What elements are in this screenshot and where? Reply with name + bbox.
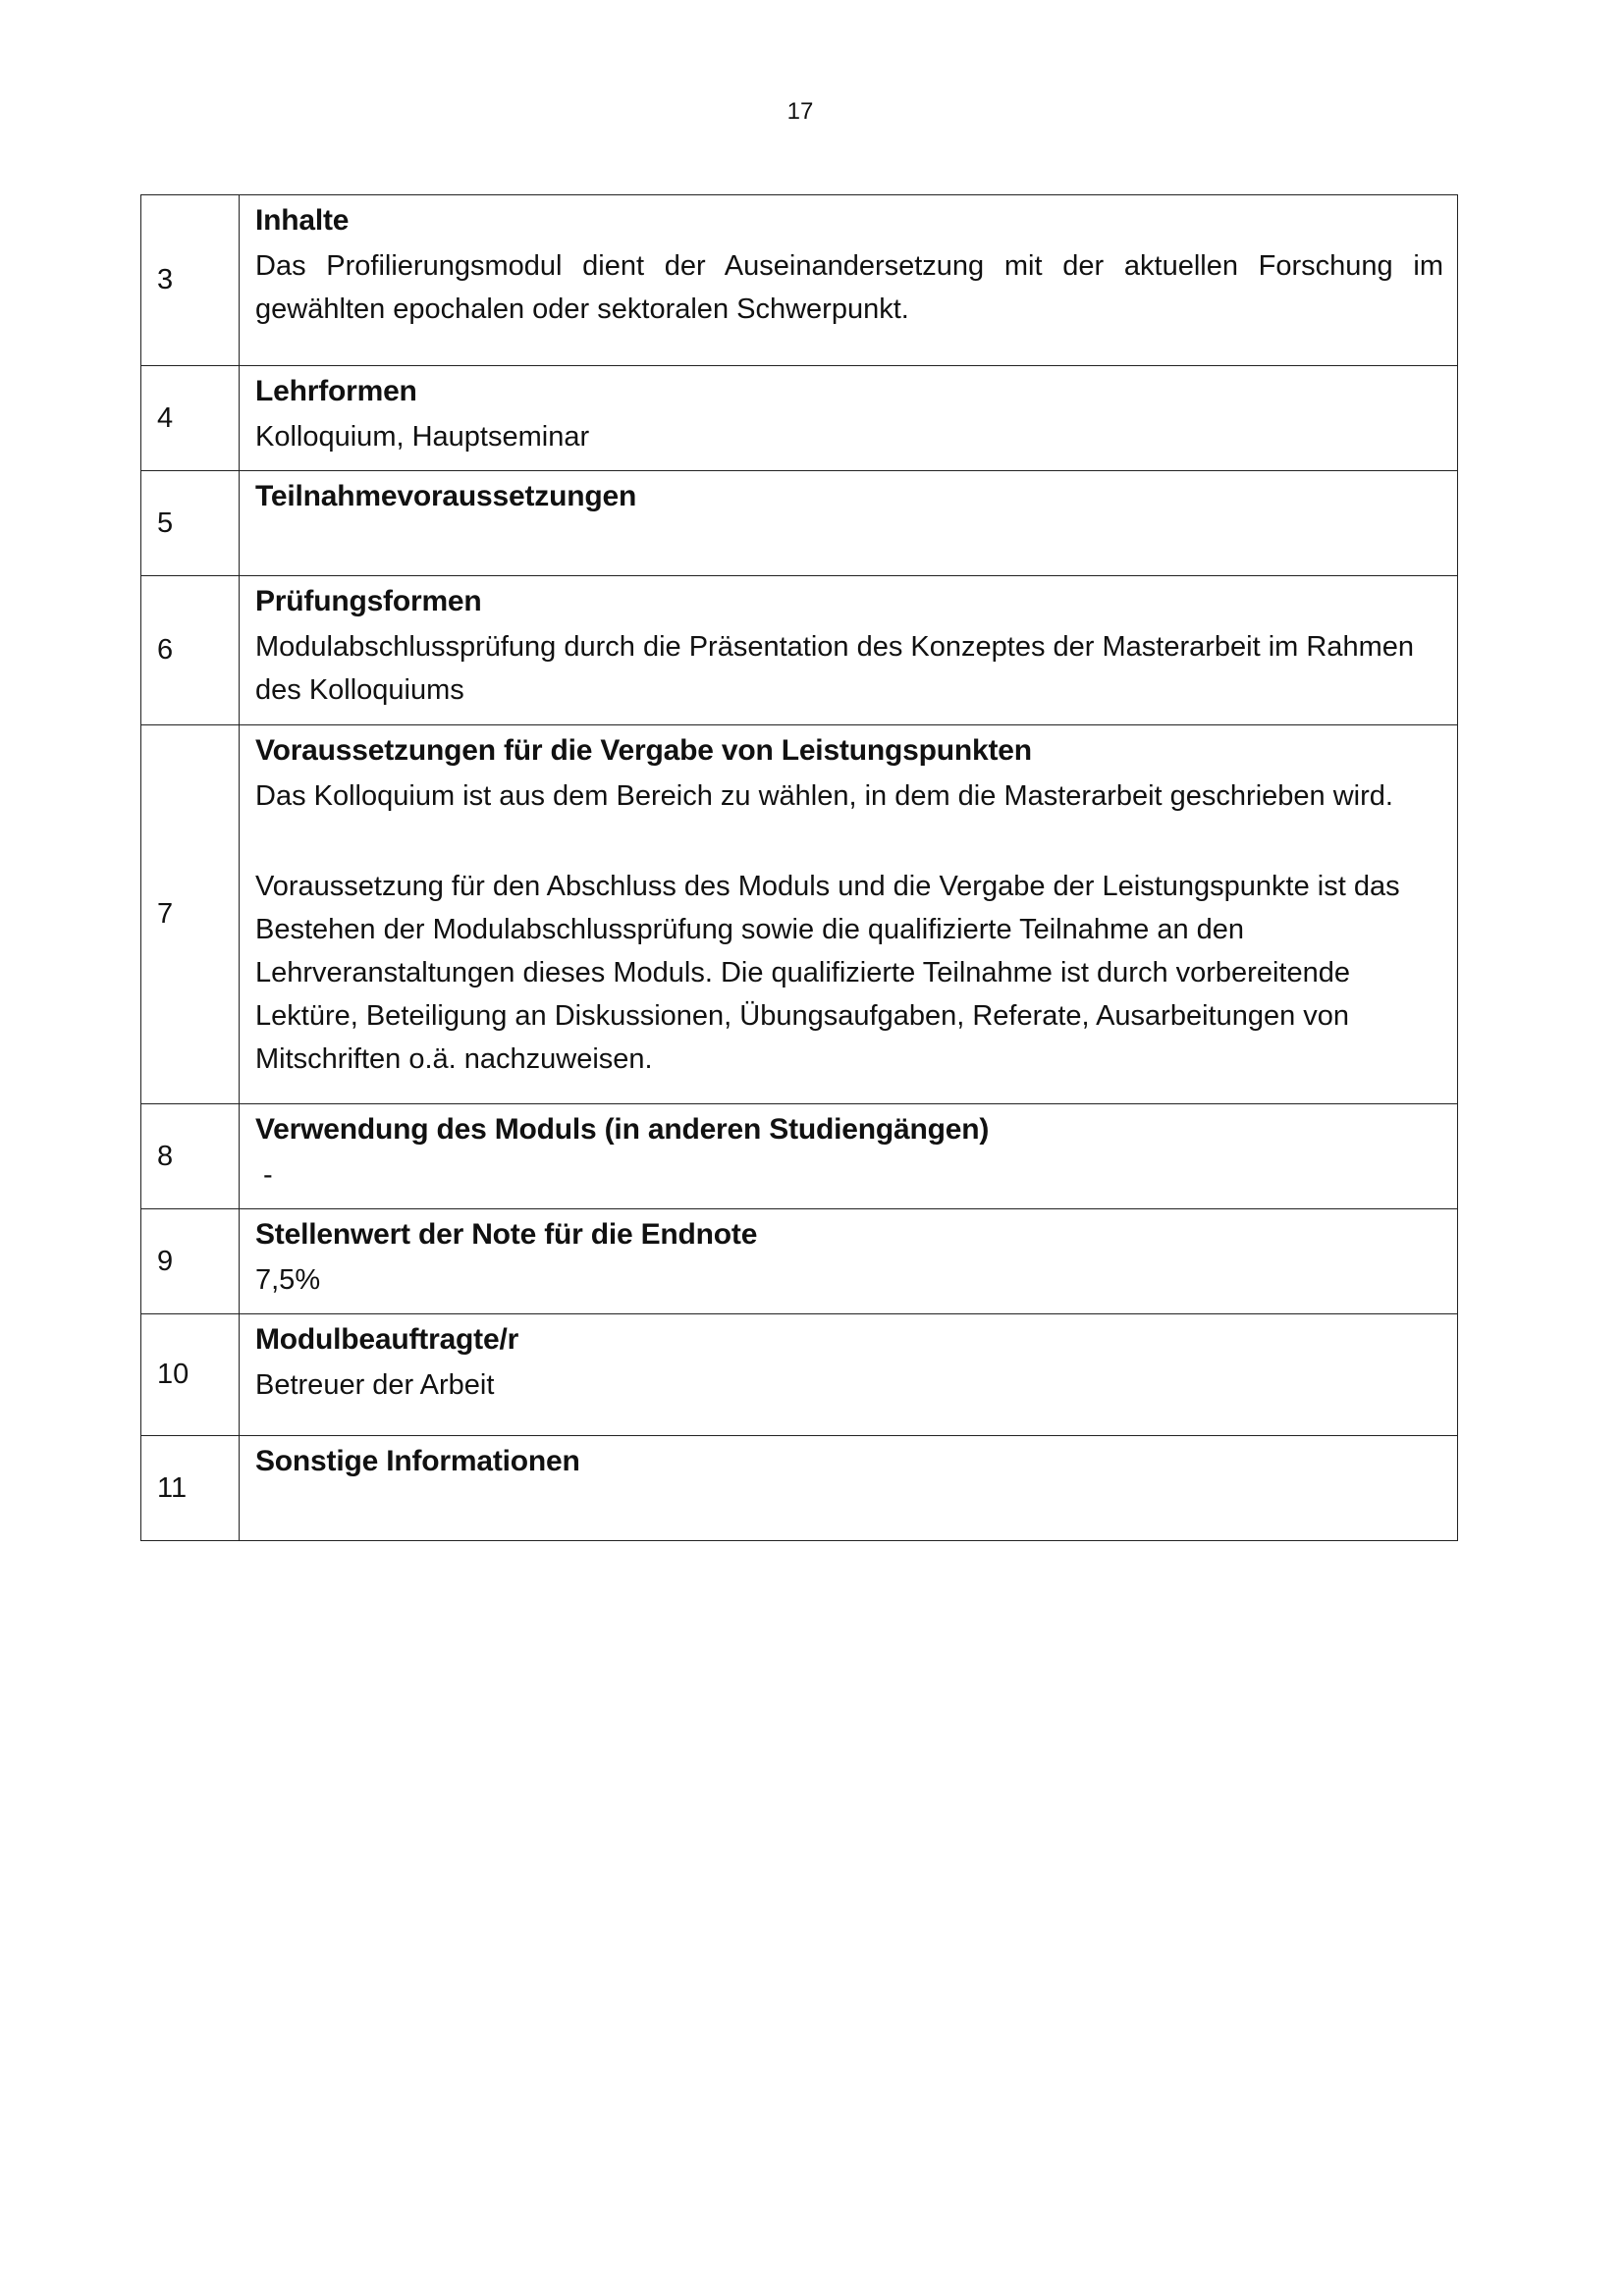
row-body: 7,5%	[255, 1264, 321, 1296]
row-content	[240, 1436, 1458, 1541]
row-content	[240, 1209, 1458, 1314]
row-body	[255, 625, 1443, 712]
row-number: 7	[141, 725, 240, 1104]
row-body: Das Kolloquium ist aus dem Bereich zu wählen, in dem die Masterarbeit geschrieben wird.	[255, 780, 1393, 812]
row-content	[240, 1104, 1458, 1209]
table-row	[141, 1314, 1458, 1436]
row-title: Prüfungsformen	[255, 585, 482, 617]
row-body: Das Profilierungsmodul dient der Auseinandersetzung mit der aktuellen Forschung im gewählten epochalen oder sektoralen Schwerpunkt.	[255, 250, 1443, 325]
table-row	[141, 1209, 1458, 1314]
row-number: 5	[141, 471, 240, 576]
row-number: 9	[141, 1209, 240, 1314]
row-body-line: des Kolloquiums	[255, 674, 464, 706]
row-body: Kolloquium, Hauptseminar	[255, 421, 590, 453]
row-content	[240, 366, 1458, 471]
row-title: Lehrformen	[255, 375, 417, 407]
row-body-line: Modulabschlussprüfung durch die Präsentation des Konzeptes der Masterarbeit im Rahmen	[255, 631, 1414, 663]
table-row	[141, 195, 1458, 366]
row-title: Verwendung des Moduls (in anderen Studiengängen)	[255, 1113, 990, 1146]
row-title: Inhalte	[255, 204, 350, 237]
row-body-line: Mitschriften o.ä. nachzuweisen.	[255, 1043, 653, 1075]
table-row	[141, 471, 1458, 576]
row-number: 4	[141, 366, 240, 471]
row-content	[240, 725, 1458, 1104]
row-body-line: Bestehen der Modulabschlussprüfung sowie die qualifizierte Teilnahme an den	[255, 914, 1245, 945]
row-content	[240, 471, 1458, 576]
row-content	[240, 1314, 1458, 1436]
row-title: Modulbeauftragte/r	[255, 1323, 519, 1356]
row-title: Teilnahmevoraussetzungen	[255, 480, 637, 512]
row-number: 6	[141, 576, 240, 725]
table-row	[141, 725, 1458, 1104]
table-row	[141, 1436, 1458, 1541]
row-body: -	[255, 1159, 273, 1191]
table-row	[141, 366, 1458, 471]
row-number: 11	[141, 1436, 240, 1541]
row-number: 3	[141, 195, 240, 366]
row-number: 8	[141, 1104, 240, 1209]
row-body	[255, 865, 1443, 1081]
row-title: Sonstige Informationen	[255, 1445, 580, 1477]
row-body: Betreuer der Arbeit	[255, 1369, 495, 1401]
row-body-line: Lehrveranstaltungen dieses Moduls. Die qualifizierte Teilnahme ist durch vorbereitende	[255, 957, 1350, 988]
row-number: 10	[141, 1314, 240, 1436]
table-row	[141, 1104, 1458, 1209]
module-description-table	[140, 194, 1458, 1541]
row-content	[240, 576, 1458, 725]
row-body-line: Voraussetzung für den Abschluss des Moduls und die Vergabe der Leistungspunkte ist das	[255, 871, 1400, 902]
row-title: Stellenwert der Note für die Endnote	[255, 1218, 758, 1251]
row-content	[240, 195, 1458, 366]
row-title: Voraussetzungen für die Vergabe von Leistungspunkten	[255, 734, 1032, 767]
table-row	[141, 576, 1458, 725]
row-body-line: Lektüre, Beteiligung an Diskussionen, Übungsaufgaben, Referate, Ausarbeitungen von	[255, 1000, 1350, 1032]
page-number: 17	[786, 98, 814, 125]
